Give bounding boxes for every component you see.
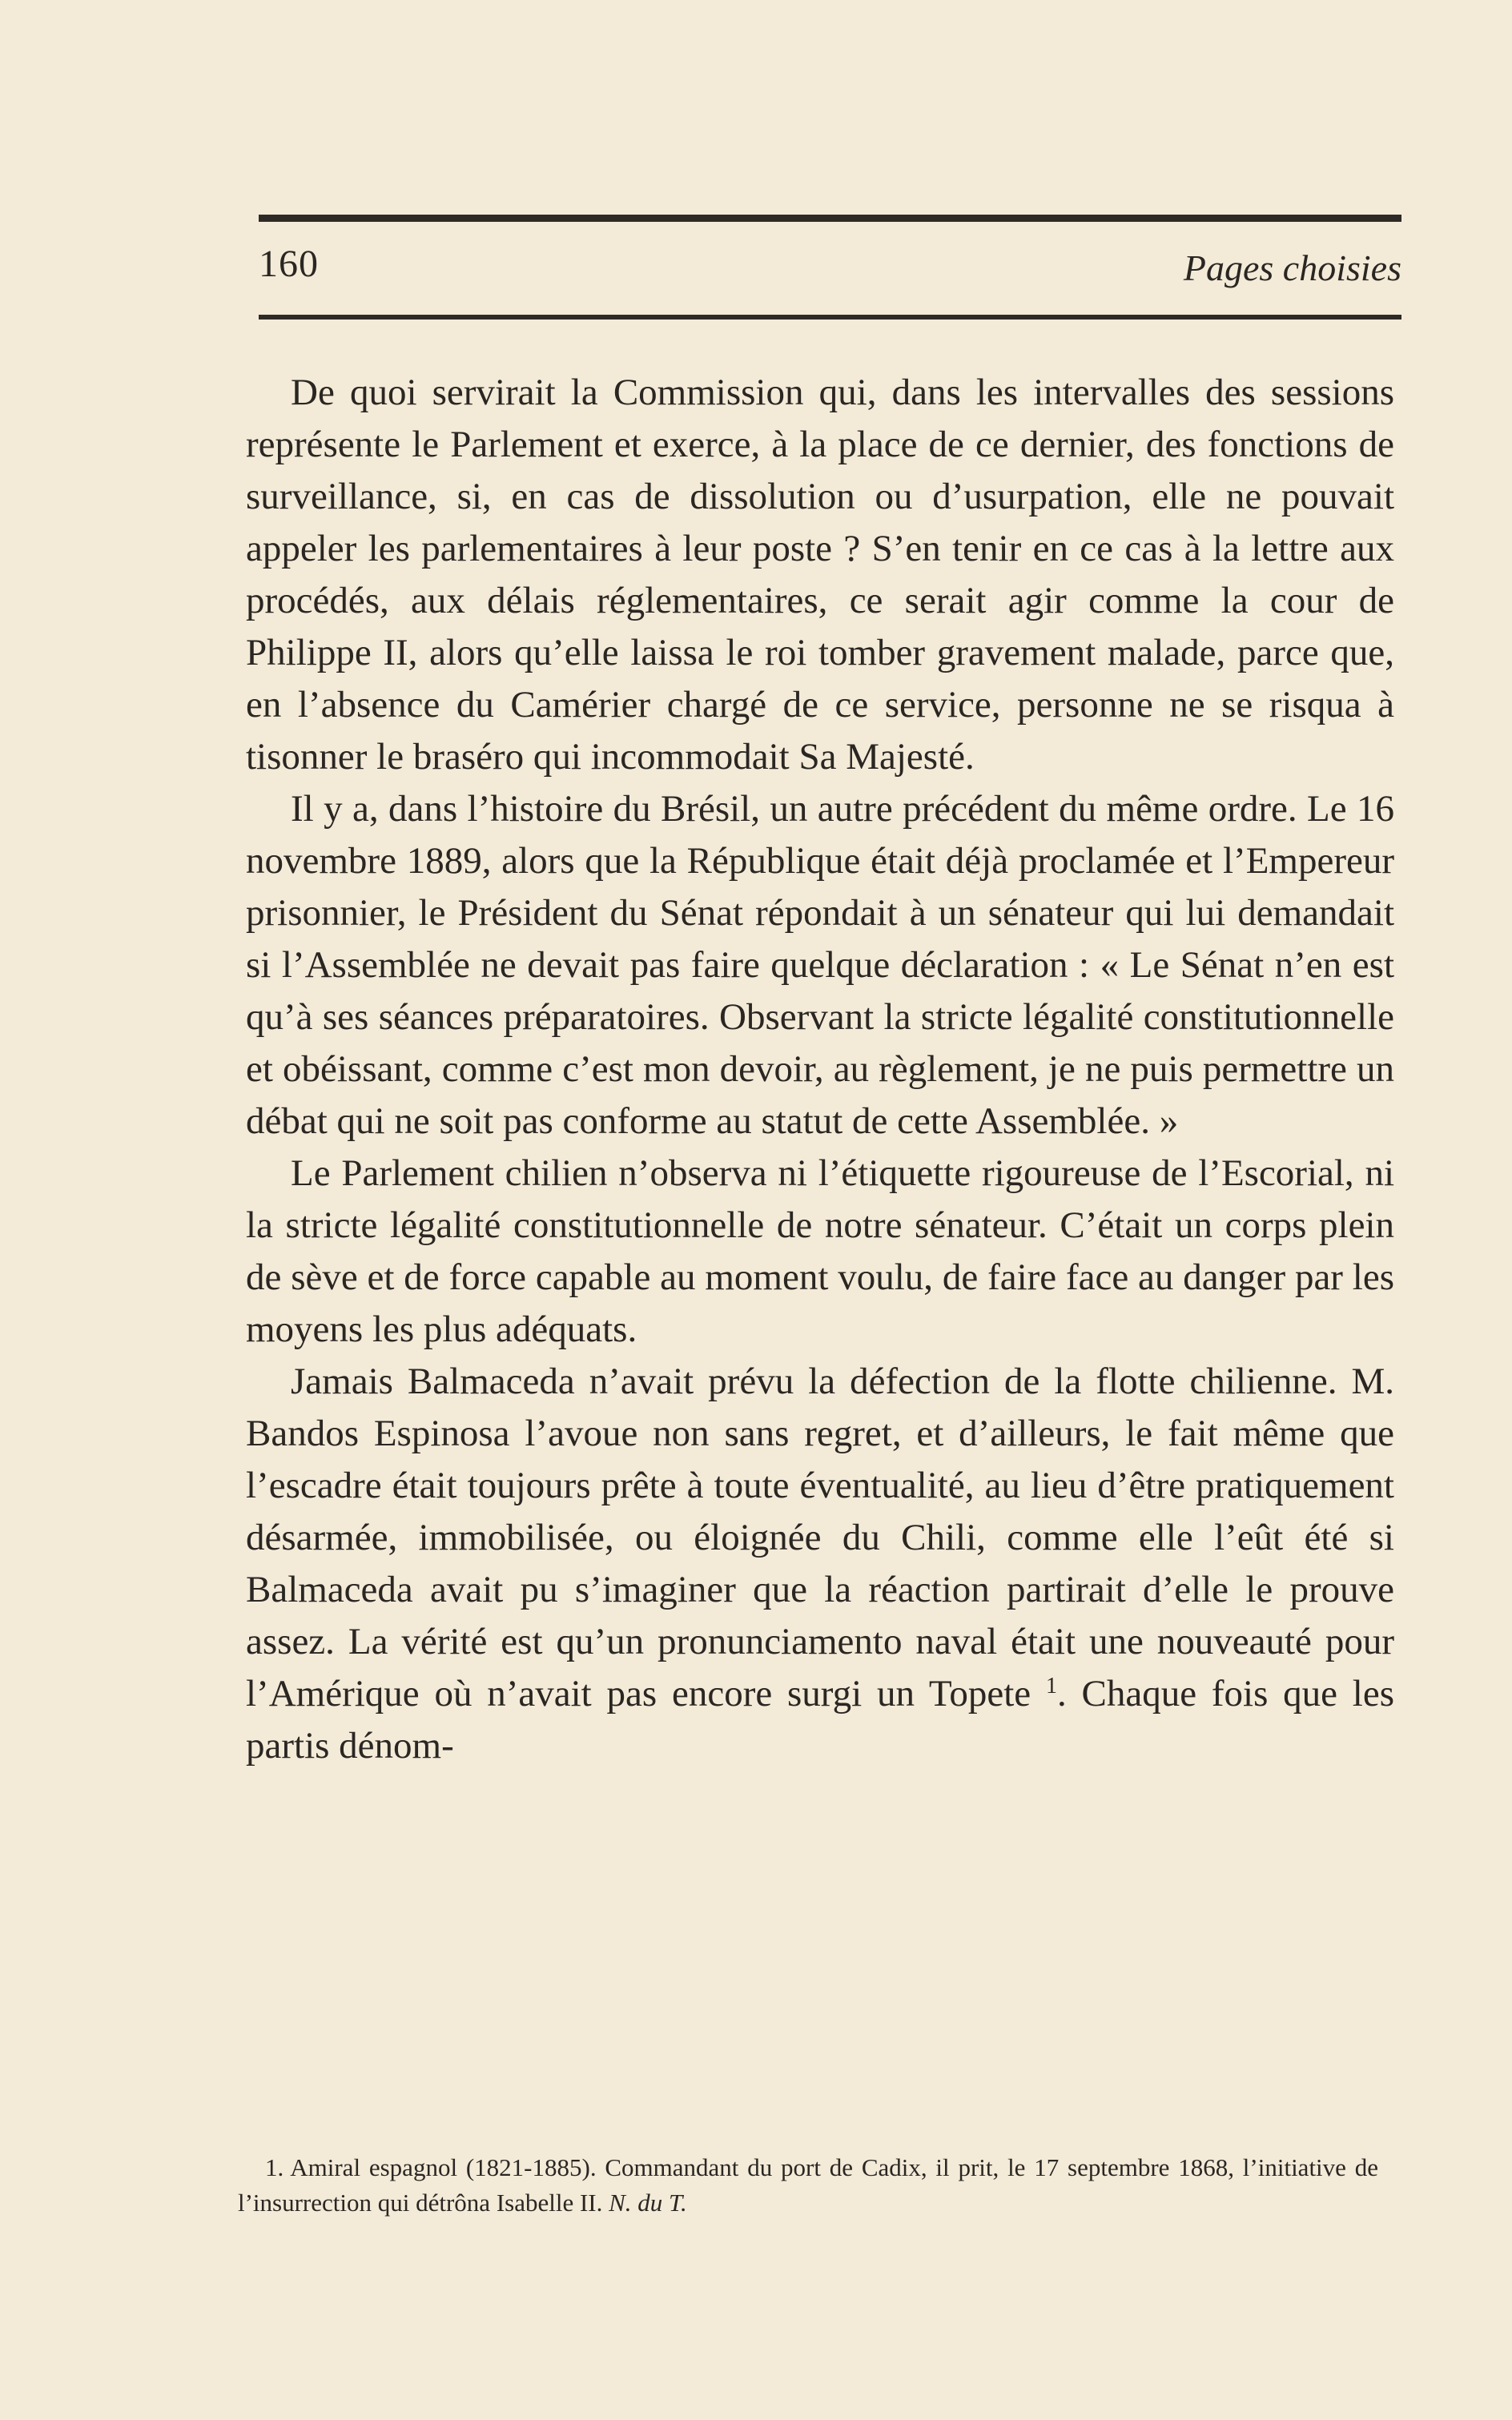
paragraph-1: De quoi servirait la Commission qui, dans les intervalles des sessions représente le Parlement et exerce, à la place de ce dernier, des fonctions de surveillance, si, en cas de dissolution ou d’usurpation, elle ne pouvait appeler les parlementaires à leur poste ? S’en tenir en ce cas à la lettre aux procédés, aux délais réglementaires, ce serait agir comme la cour de Philippe II, alors qu’elle laissa le roi tomber gravement malade, parce que, en l’absence du Camérier chargé de ce service, personne ne se risqua à tisonner le braséro qui incommodait Sa Majesté. <box>246 372 1394 778</box>
footnote-marker[interactable]: 1 <box>1045 1674 1057 1698</box>
footnote-number: 1. <box>265 2153 284 2181</box>
paragraph-2: Il y a, dans l’histoire du Brésil, un autre précédent du même ordre. Le 16 novembre 1889, alors que la République était déjà proclamée et l’Empereur prisonnier, le Président du Sénat répondait à un sénateur qui lui demandait si l’Assemblée ne devait pas faire quelque déclaration : « Le Sénat n’en est qu’à ses séances préparatoires. Observant la stricte légalité constitutionnelle et obéissant, comme c’est mon devoir, au règlement, je ne puis permettre un débat qui ne soit pas conforme au statut de cette Assemblée. » <box>246 788 1394 1142</box>
paragraph-4-continuation: . Chaque fois que les partis dénom- <box>246 1673 1395 1767</box>
body-text <box>246 367 1394 1772</box>
paragraph-4-text: Jamais Balmaceda n’avait prévu la défection de la flotte chilienne. M. Bandos Espinosa l’avoue non sans regret, et d’ailleurs, le fait même que l’escadre était toujours prête à toute éventualité, au lieu d’être pratiquement désarmée, immobilisée, ou éloignée du Chili, comme elle l’eût été si Balmaceda avait pu s’imaginer que la réaction partirait d’elle le prouve assez. La vérité est qu’un pronunciamento naval était une nouveauté pour l’Amérique où n’avait pas encore surgi un Topete <box>246 1361 1394 1715</box>
paragraph-4 <box>246 1356 1394 1772</box>
footnote-text: Amiral espagnol (1821-1885). Commandant du port de Cadix, il prit, le 17 septembre 1868, l’initiative de l’insurrection qui détrôna Isabelle II. <box>238 2153 1378 2217</box>
header-rule-bottom <box>259 315 1401 320</box>
paragraph-3: Le Parlement chilien n’observa ni l’étiquette rigoureuse de l’Escorial, ni la stricte légalité constitutionnelle de notre sénateur. C’était un corps plein de sève et de force capable au moment voulu, de faire face au danger par les moyens les plus adéquats. <box>246 1152 1394 1350</box>
header-rule-top <box>259 215 1401 222</box>
running-title: Pages choisies <box>1183 247 1401 288</box>
page-number: 160 <box>259 243 319 285</box>
footnote-attribution: N. du T. <box>609 2189 687 2217</box>
footnote <box>238 2150 1378 2221</box>
